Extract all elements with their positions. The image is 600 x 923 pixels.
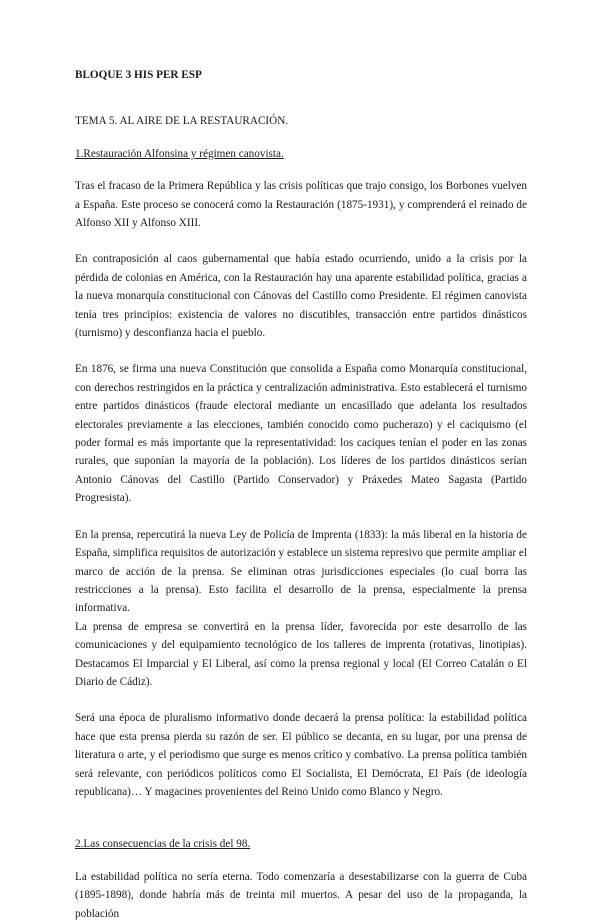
section-title: 1.Restauración Alfonsina y régimen canovista. xyxy=(75,147,284,160)
paragraph: Será una época de pluralismo informativo donde decaerá la prensa política: la estabilidad política hace que esta prensa pierda su razón de ser. El público se decanta, en su lugar, por una prensa de literatura o arte, y el periodismo que surge es menos crítico y combativo. La prensa política también será relevante, con periódicos políticos como El Socialista, El Demócrata, El País (de ideología republicana)… Y magacines provenientes del Reino Unido como Blanco y Negro. xyxy=(75,712,527,798)
paragraph: En la prensa, repercutirá la nueva Ley de Policía de Imprenta (1833): la más liberal en la historia de España, simplifica requisitos de autorización y establece un sistema represivo que permite ampliar el marco de acción de la prensa. Se eliminan otras jurisdicciones especiales (lo cual borra las restricciones a la prensa). Esto facilita el desarrollo de la prensa, especialmente la prensa informativa. xyxy=(75,528,527,615)
paragraph: En 1876, se firma una nueva Constitución que consolida a España como Monarquía constitucional, con derechos restringidos en la práctica y centralización administrativa. Esto establecerá el turnismo entre partidos dinásticos (fraude electoral mediante un encasillado que adelanta los resultados electorales previamente a las elecciones, también conocido como pucherazo) y el caciquismo (el poder formal es más importante que la representatividad: los caciques tenían el poder en las zonas rurales, que suponían la mayoría de la población). Los líderes de los partidos dinásticos serían Antonio Cánovas del Castillo (Partido Conservador) y Práxedes Mateo Sagasta (Partido Progresista). xyxy=(75,363,527,505)
document-page xyxy=(75,66,527,923)
paragraph: Tras el fracaso de la Primera República y las crisis políticas que trajo consigo, los Borbones vuelven a España. Este proceso se conocerá como la Restauración (1875-1931), y comprenderá el reinado de Alfonso XII y Alfonso XIII. xyxy=(75,180,527,230)
topic-title: TEMA 5. AL AIRE DE LA RESTAURACIÓN. xyxy=(75,115,289,128)
paragraph: La prensa de empresa se convertirá en la prensa líder, favorecida por este desarrollo de las comunicaciones y del equipamiento tecnológico de los talleres de imprenta (rotativas, linotipias). Destacamos El Imparcial y El Liberal, así como la prensa regional y local (El Correo Catalán o El Diario de Cádiz). xyxy=(75,620,527,688)
paragraph: La estabilidad política no sería eterna. Todo comenzaría a desestabilizarse con la guerra de Cuba (1895-1898), donde habría más de treinta mil muertos. A pesar del uso de la propaganda, la población xyxy=(75,870,527,920)
paragraph: En contraposición al caos gubernamental que había estado ocurriendo, unido a la crisis por la pérdida de colonias en América, con la Restauración hay una aparente estabilidad política, gracias a la nueva monarquía constitucional con Cánovas del Castillo como Presidente. El régimen canovista tenía tres principios: existencia de valores no discutibles, transacción entre partidos dinásticos (turnismo) y desconfianza hacia el pueblo. xyxy=(75,253,527,340)
block-header: BLOQUE 3 HIS PER ESP xyxy=(75,69,202,81)
section-title: 2.Las consecuencias de la crisis del 98. xyxy=(75,838,251,851)
